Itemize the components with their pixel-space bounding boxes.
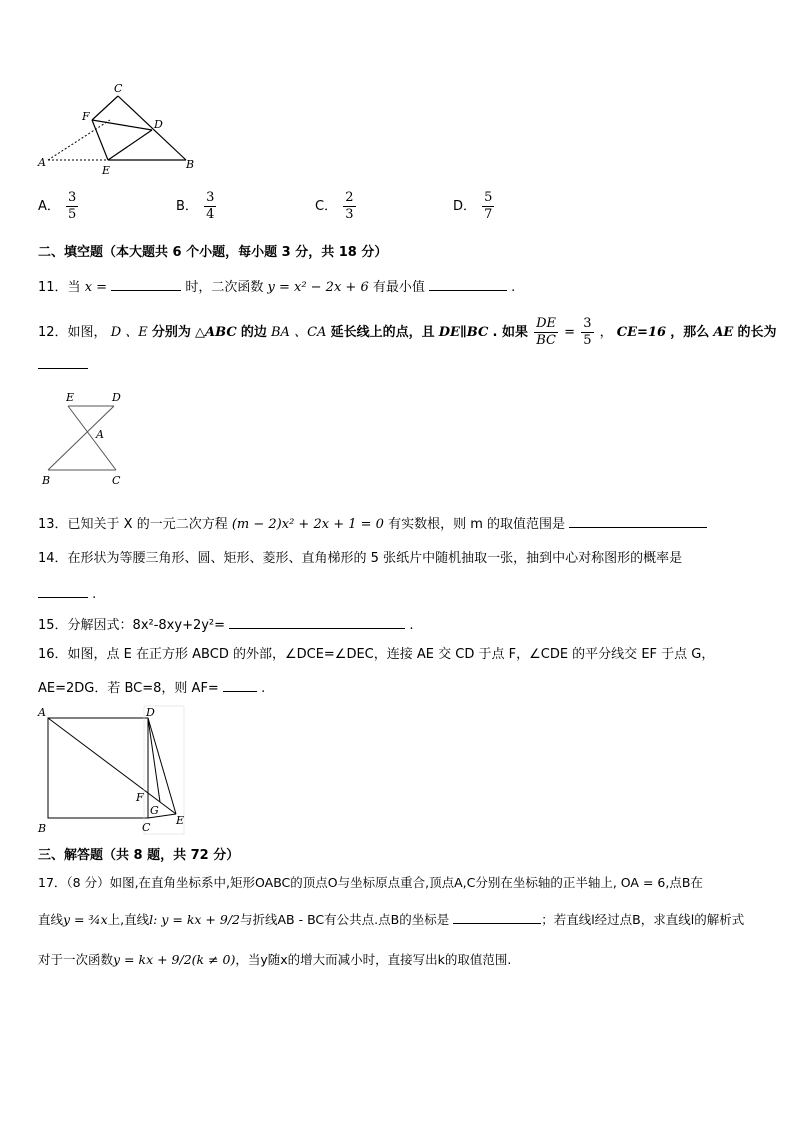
label-e: E: [176, 814, 185, 827]
label-d: D: [154, 118, 163, 131]
label-b: B: [42, 474, 51, 487]
label-b: B: [186, 158, 195, 171]
question-11: 11．当 x = 时，二次函数 y = x² − 2x + 6 有最小值 .: [38, 276, 515, 297]
option-letter: B．: [176, 199, 198, 214]
question-17-line3: 对于一次函数y = kx + 9/2(k ≠ 0)，当y随x的增大而减小时，直接写出k的取值范围.: [38, 952, 512, 967]
question-17-line2: 直线y = ¾x上,直线l: y = kx + 9/2与折线AB - BC有公共点.点B的坐标是 ；若直线l经过点B，求直线l的解析式: [38, 909, 744, 929]
option-fraction: $\frac{3}{4}$: [206, 190, 215, 222]
label-f: F: [82, 110, 90, 123]
fraction-3-5: $\frac{3}{5}$: [583, 316, 592, 348]
option-letter: D．: [453, 199, 477, 214]
label-c: C: [142, 821, 151, 834]
option-fraction: $\frac{3}{5}$: [68, 190, 77, 222]
triangle-fold-figure: [30, 78, 210, 176]
label-a: A: [38, 706, 46, 719]
answer-blank[interactable]: [38, 368, 88, 369]
fraction-de-bc: $\frac{DE}{BC}$: [536, 316, 557, 348]
label-g: G: [150, 804, 159, 817]
question-13: 13．已知关于 X 的一元二次方程 (m − 2)x² + 2x + 1 = 0 有实数根，则 m 的取值范围是: [38, 513, 707, 534]
label-c: C: [112, 474, 121, 487]
section3-title: 三、解答题（共 8 题，共 72 分）: [38, 848, 240, 863]
label-e: E: [66, 391, 75, 404]
section2-title: 二、填空题（本大题共 6 个小题，每小题 3 分，共 18 分）: [38, 245, 388, 260]
figure-16: [34, 704, 194, 838]
label-b: B: [38, 822, 47, 835]
label-e: E: [102, 164, 111, 176]
answer-blank[interactable]: [229, 614, 405, 629]
label-a: A: [96, 428, 104, 441]
answer-blank[interactable]: [111, 276, 181, 291]
option-c[interactable]: [315, 190, 358, 223]
option-b[interactable]: [176, 190, 218, 223]
question-15: 15．分解因式：8x²-8xy+2y²= .: [38, 614, 413, 635]
figure-12: [36, 388, 136, 488]
label-a: A: [38, 156, 46, 169]
question-14-answer: .: [38, 583, 96, 604]
answer-blank[interactable]: [569, 513, 707, 528]
option-letter: A．: [38, 199, 60, 214]
option-fraction: $\frac{2}{3}$: [345, 190, 354, 222]
answer-blank[interactable]: [38, 583, 88, 598]
answer-blank[interactable]: [223, 677, 257, 692]
option-letter: C．: [315, 199, 338, 214]
label-f: F: [136, 791, 144, 804]
label-c: C: [114, 82, 123, 95]
label-d: D: [112, 391, 121, 404]
label-d: D: [146, 706, 155, 719]
question-12: 12．如图， D 、E 分别为 △ABC 的边 BA 、CA 延长线上的点，且 DE∥BC . 如果 $\frac{DE}{BC}$ = $\frac{3}{5}$ ， CE=16 ，那么 AE 的长为: [38, 316, 777, 348]
answer-blank[interactable]: [453, 909, 541, 924]
question-16-line2: AE=2DG．若 BC=8，则 AF= .: [38, 677, 265, 698]
option-a[interactable]: [38, 190, 80, 223]
question-17: 17．（8 分）如图,在直角坐标系中,矩形OABC的顶点O与坐标原点重合,顶点A,C分别在坐标轴的正半轴上, OA = 6,点B在: [38, 875, 703, 890]
option-fraction: $\frac{5}{7}$: [484, 190, 493, 222]
answer-blank[interactable]: [429, 276, 507, 291]
question-16: 16．如图，点 E 在正方形 ABCD 的外部，∠DCE=∠DEC，连接 AE 交 CD 于点 F，∠CDE 的平分线交 EF 于点 G，: [38, 647, 715, 662]
option-d[interactable]: [453, 190, 496, 223]
question-14: 14．在形状为等腰三角形、圆、矩形、菱形、直角梯形的 5 张纸片中随机抽取一张，抽到中心对称图形的概率是: [38, 551, 683, 566]
